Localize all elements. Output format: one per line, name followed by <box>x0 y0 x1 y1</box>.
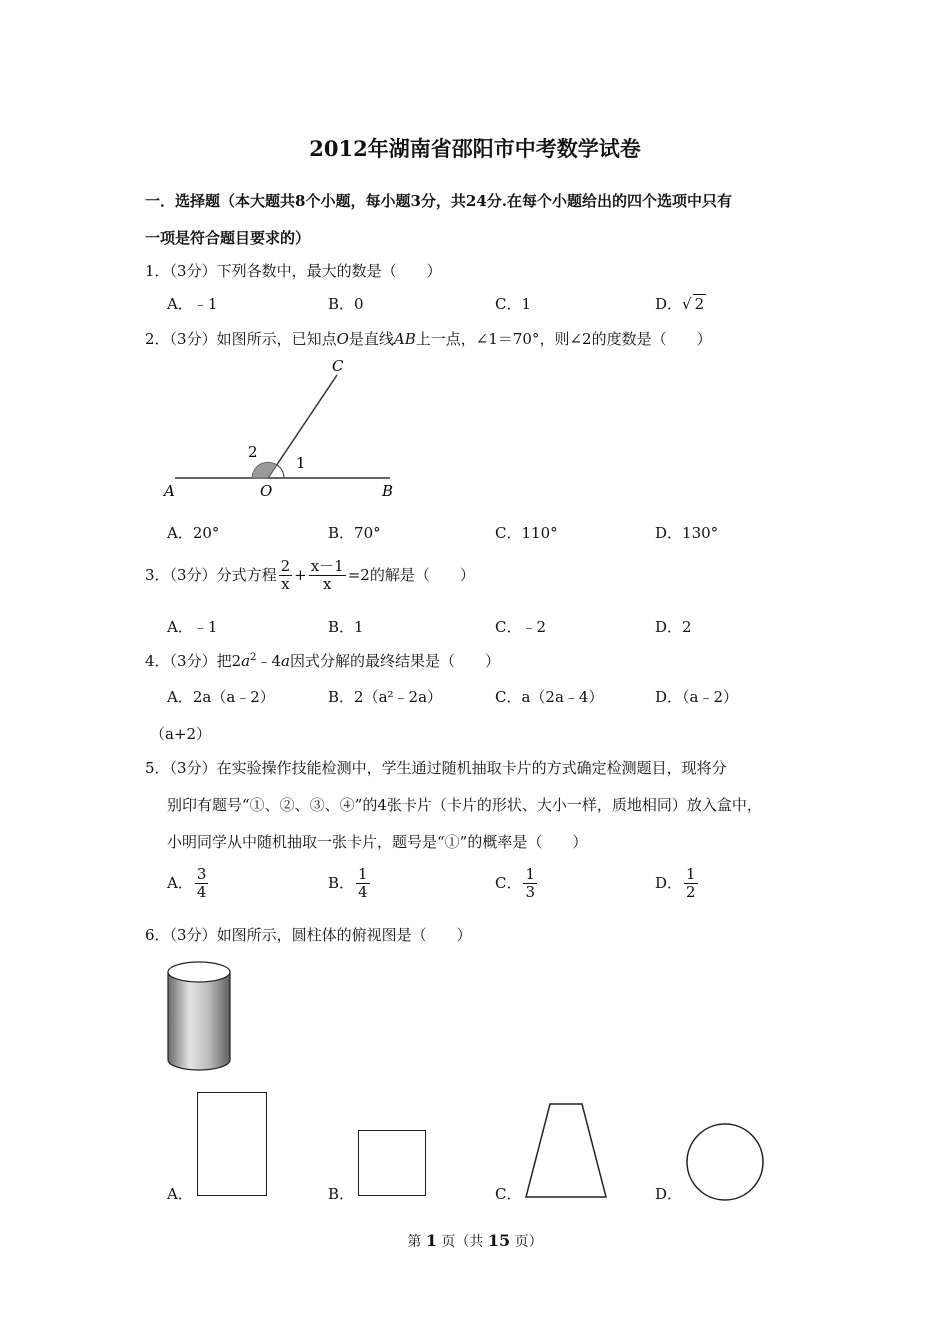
label-b: B <box>382 482 394 500</box>
q3-suffix: 的解是（ ） <box>369 565 475 584</box>
q5-d-fraction <box>684 866 698 902</box>
q3-prefix: 3．（3分）分式方程 <box>145 565 277 584</box>
square-shape <box>358 1130 426 1196</box>
q6-option-a: A． <box>167 1185 193 1203</box>
q2-prefix: 2．（3分）如图所示，已知点 <box>145 330 337 348</box>
q5-d-numerator: 1 <box>686 865 696 883</box>
q4-option-a: A．2a（a﹣2） <box>167 688 275 706</box>
q3-fraction-1 <box>279 558 293 594</box>
q5-option-c <box>495 866 539 902</box>
tall-rectangle-shape <box>197 1092 267 1196</box>
q4-option-b: B．2（a²﹣2a） <box>328 688 443 706</box>
angle-figure <box>160 355 420 505</box>
q5-b-fraction <box>356 866 370 902</box>
label-a: A <box>164 482 175 500</box>
q3-f1-numerator: 2 <box>280 557 291 575</box>
trapezoid-outline <box>526 1104 606 1197</box>
angle-2-sector <box>252 462 277 478</box>
page-footer <box>0 1231 950 1251</box>
question-1-text: 1．（3分）下列各数中，最大的数是（ ） <box>145 262 442 280</box>
q2-option-b: B．70° <box>328 524 381 542</box>
page-title: 2012年湖南省邵阳市中考数学试卷 <box>309 136 641 161</box>
question-5-line1: 5．（3分）在实验操作技能检测中，学生通过随机抽取卡片的方式确定检测题目，现将分 <box>145 759 727 777</box>
trapezoid-shape <box>522 1100 612 1200</box>
label-c: C <box>332 357 344 375</box>
q5-c-label: C． <box>495 873 522 892</box>
q4-exponent: 2 <box>250 652 257 663</box>
q4-suffix: 因式分解的最终结果是（ ） <box>289 652 500 670</box>
q5-d-label: D． <box>655 873 683 892</box>
q3-f2-numerator: x－1 <box>310 557 344 575</box>
section-heading-line2: 一项是符合题目要求的） <box>145 229 311 247</box>
q3-option-d: D．2 <box>655 618 692 636</box>
q1-option-d-label: D． <box>655 295 683 313</box>
q5-option-b <box>328 866 372 902</box>
q4-option-d: D．（a﹣2） <box>655 688 739 706</box>
q3-f1-denominator: x <box>281 575 290 594</box>
q5-a-label: A． <box>167 873 193 892</box>
footer-post: 页） <box>510 1234 543 1250</box>
q1-option-d-radicand: 2 <box>694 295 705 313</box>
question-3-text <box>145 558 475 594</box>
section-heading-line1: 一．选择题（本大题共8个小题，每小题3分，共24分.在每个小题给出的四个选项中只有 <box>145 192 732 210</box>
q6-option-c: C． <box>495 1185 522 1203</box>
question-5-line2: 别印有题号“①、②、③、④”的4张卡片（卡片的形状、大小一样，质地相同）放入盒中， <box>167 796 762 814</box>
q5-b-numerator: 1 <box>358 865 368 883</box>
footer-total-pages: 15 <box>487 1231 511 1250</box>
footer-pre: 第 <box>407 1234 426 1250</box>
q4-var-a1: a <box>241 652 251 670</box>
q4-prefix: 4．（3分）把2 <box>145 652 242 670</box>
q2-option-a: A．20° <box>167 524 220 542</box>
sqrt-symbol: √ <box>682 295 692 313</box>
q5-c-numerator: 1 <box>525 865 536 883</box>
circle-outline <box>687 1124 763 1200</box>
q2-point-o: O <box>336 330 349 348</box>
label-angle-1: 1 <box>296 454 306 472</box>
q5-b-denominator: 4 <box>358 883 368 902</box>
q5-a-denominator: 4 <box>196 883 207 902</box>
q4-var-a2: a <box>281 652 290 670</box>
q2-line-ab: AB <box>393 330 416 348</box>
question-6-text: 6．（3分）如图所示，圆柱体的俯视图是（ ） <box>145 926 472 944</box>
footer-page-number: 1 <box>425 1231 437 1250</box>
q4-mid: ﹣4 <box>256 652 282 670</box>
q2-suffix: 上一点，∠1＝70°，则∠2的度数是（ ） <box>415 330 712 348</box>
q1-option-c: C．1 <box>495 295 532 313</box>
q1-option-d <box>655 293 706 314</box>
q1-option-b: B．0 <box>328 295 364 313</box>
q5-d-denominator: 2 <box>686 883 696 902</box>
q5-a-numerator: 3 <box>196 865 207 883</box>
question-4-text <box>145 650 500 671</box>
footer-mid: 页（共 <box>436 1234 488 1250</box>
cylinder-top <box>168 962 230 982</box>
q3-plus: + <box>294 565 307 584</box>
q2-mid: 是直线 <box>348 330 394 348</box>
circle-shape <box>683 1120 767 1204</box>
q2-option-c: C．110° <box>495 524 558 542</box>
question-5-line3: 小明同学从中随机抽取一张卡片，题号是“①”的概率是（ ） <box>167 833 588 851</box>
cylinder-figure <box>160 955 240 1080</box>
q3-option-c: C．﹣2 <box>495 618 547 636</box>
q5-c-fraction <box>523 866 537 902</box>
q6-option-b: B． <box>328 1185 355 1203</box>
q3-fraction-2 <box>309 558 346 594</box>
label-angle-2: 2 <box>248 443 258 461</box>
q5-b-label: B． <box>328 873 355 892</box>
q5-option-d <box>655 866 700 902</box>
q2-option-d: D．130° <box>655 524 719 542</box>
angle-1-arc <box>277 465 284 478</box>
q4-option-d-continued: （a+2） <box>150 725 212 743</box>
q3-equals: =2 <box>347 565 370 584</box>
q3-option-a: A．﹣1 <box>167 618 218 636</box>
q4-option-c: C．a（2a﹣4） <box>495 688 604 706</box>
question-2-text <box>145 328 712 349</box>
q6-option-d: D． <box>655 1185 683 1203</box>
q3-f2-denominator: x <box>322 575 332 594</box>
q1-option-a: A．﹣1 <box>167 295 218 313</box>
cylinder-body <box>168 972 230 1070</box>
q3-option-b: B．1 <box>328 618 364 636</box>
label-o: O <box>260 482 273 500</box>
q5-c-denominator: 3 <box>525 883 536 902</box>
q5-option-a <box>167 866 210 902</box>
q5-a-fraction <box>195 866 209 902</box>
